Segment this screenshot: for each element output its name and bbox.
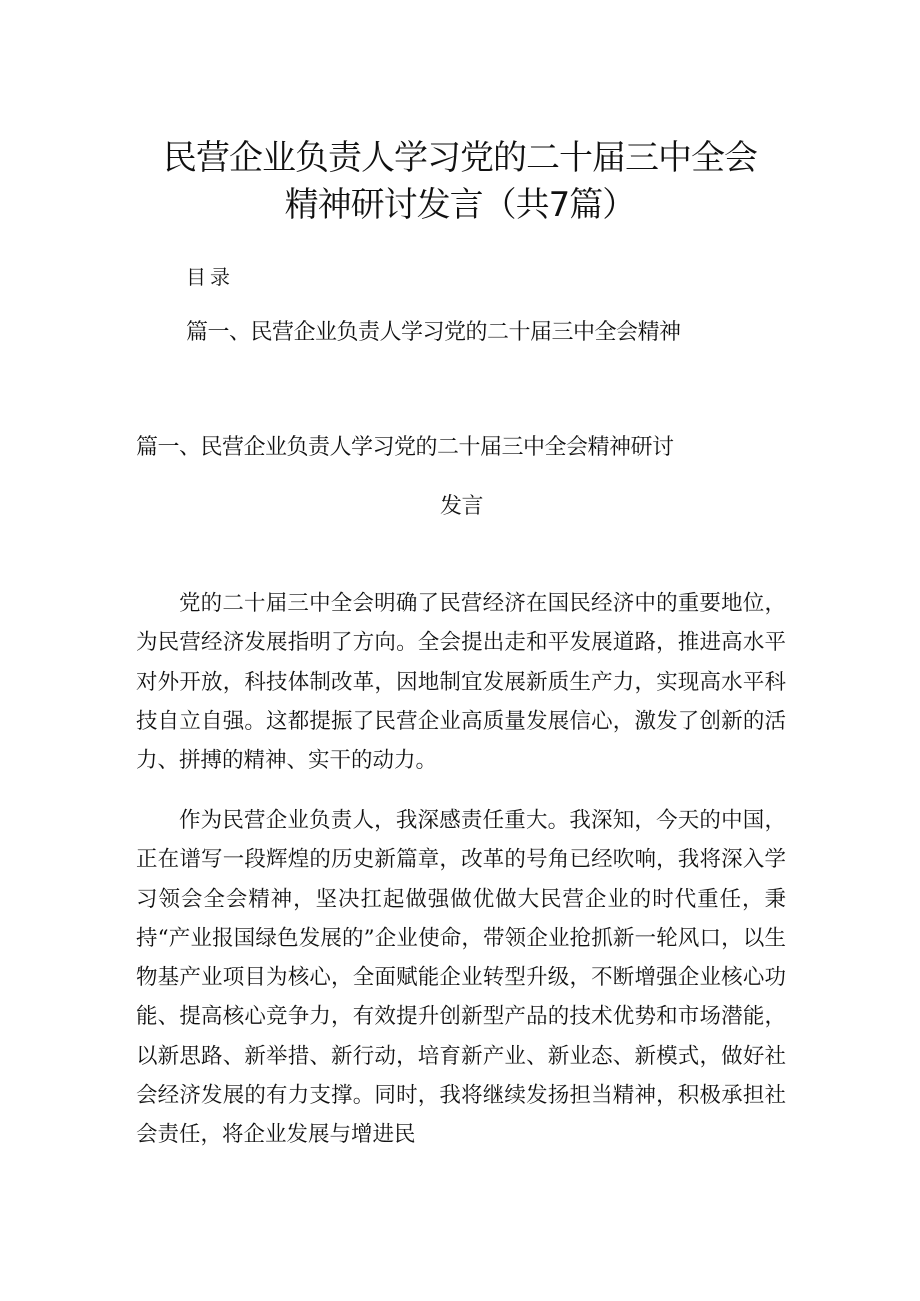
body-paragraph: 作为民营企业负责人，我深感责任重大。我深知，今天的中国，正在谱写一段辉煌的历史新篇章，改革的号角已经吹响，我将深入学习领会全会精神，坚决扛起做强做优做大民营企业的时代重任，秉持“产业报国绿色发展的”企业使命，带领企业抢抓新一轮风口，以生物基产业项目为核心，全面赋能企业转型升级，不断增强企业核心功能、提高核心竞争力，有效提升创新型产品的技术优势和市场潜能，以新思路、新举措、新行动，培育新产业、新业态、新模式，做好社会经济发展的有力支撑。同时，我将继续发扬担当精神，积极承担社会责任，将企业发展与增进民 [136, 808, 786, 1148]
body-paragraph: 党的二十届三中全会明确了民营经济在国民经济中的重要地位，为民营经济发展指明了方向。全会提出走和平发展道路，推进高水平对外开放，科技体制改革，因地制宜发展新质生产力，实现高水平科技自立自强。这都提振了民营企业高质量发展信心，激发了创新的活力、拼搏的精神、实干的动力。 [136, 591, 786, 774]
toc-label: 目录 [186, 265, 234, 289]
section-heading-line-1: 篇一、民营企业负责人学习党的二十届三中全会精神研讨 [136, 435, 674, 460]
document-title-line-1: 民营企业负责人学习党的二十届三中全会 [163, 138, 757, 178]
document-title-line-2: 精神研讨发言（共7篇） [284, 185, 636, 225]
toc-item[interactable]: 篇一、民营企业负责人学习党的二十届三中全会精神 [186, 320, 681, 345]
section-heading-line-2: 发言 [439, 494, 483, 519]
